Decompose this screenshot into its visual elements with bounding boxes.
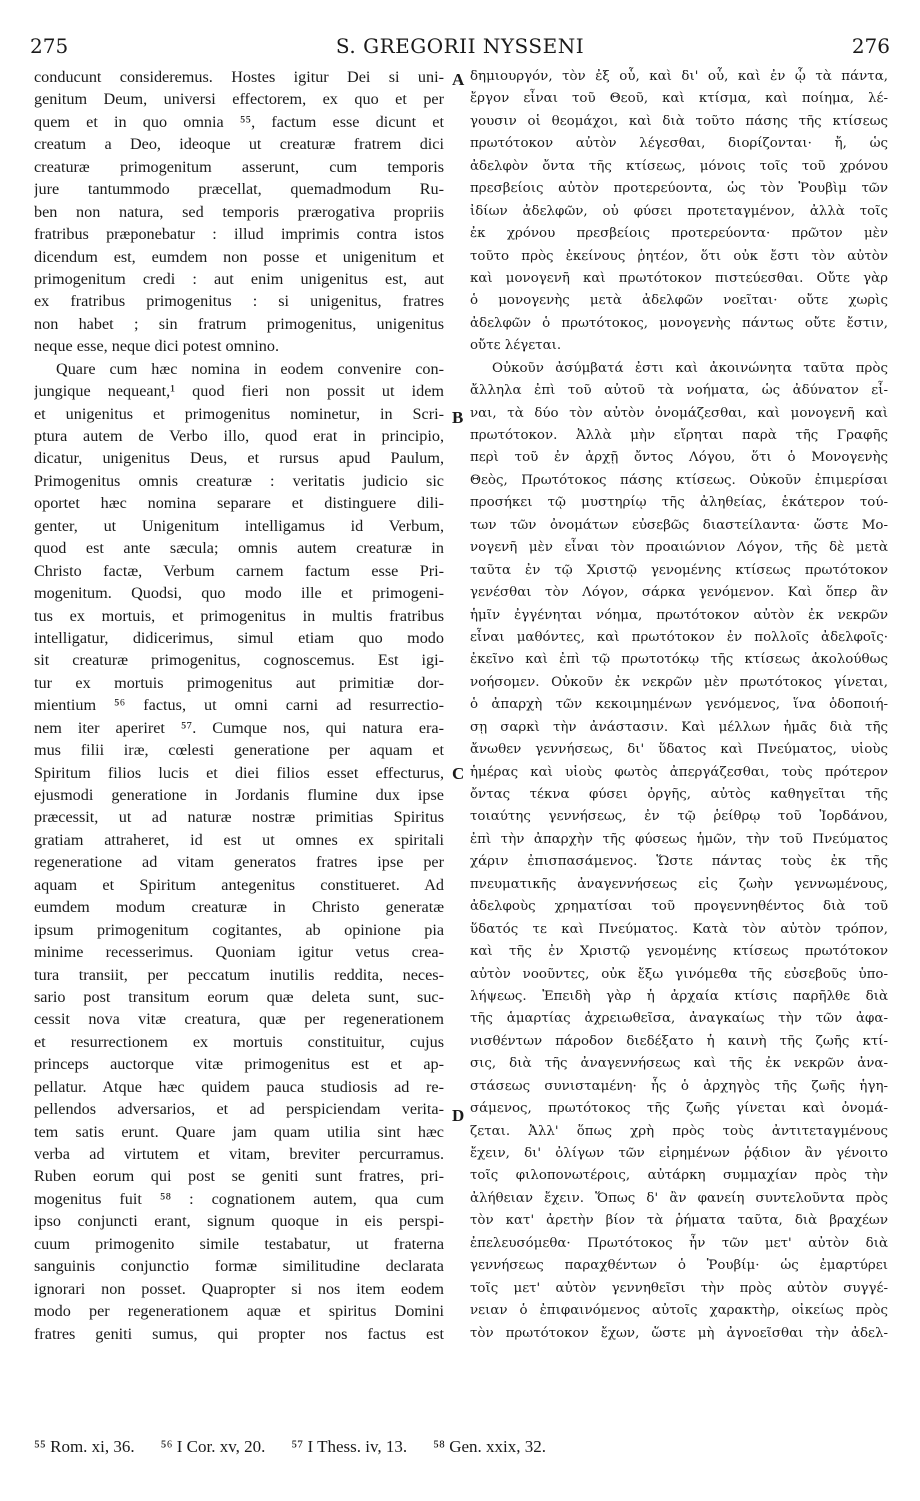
section-marker-a: A [452, 70, 465, 89]
text-line: τοῦτο πρὸς ἐκείνους ῥητέον, ὅτι οὐκ ἔστι τὸν αὐτὸν [470, 248, 888, 264]
text-line: ὄντας τέκνα φύσει ὀργῆς, αὐτὸς καθηγεῖται τῆς [470, 787, 888, 802]
text-line: conducunt consideremus. Hostes igitur Dei si uni- [34, 68, 444, 86]
text-line: tur ex mortuis primogenitus aut primitiæ dor- [34, 673, 444, 692]
text-line: et resurrectionem ex mortuis constituitur, cujus [34, 1032, 444, 1051]
text-line: cuum primogenito simile testabatur, ut fraterna [34, 1234, 444, 1253]
text-line: primogenitum credi : aut enim unigenitus est, aut [34, 269, 444, 288]
text-line: ταῦτα ἐν τῷ Χριστῷ γενομένης κτίσεως πρωτότοκον [470, 562, 888, 578]
text-line: γουσιν οἱ θεομάχοι, καὶ διὰ τοῦτο πάσης τῆς κτίσεως [470, 113, 888, 129]
text-line: dicatur, unigenitus Deus, et rursus apud Paulum, [34, 449, 444, 468]
text-line: εἶναι μαθόντες, καὶ πρωτότοκον ἐν πολλοῖς ἀδελφοῖς· [470, 629, 888, 645]
text-line: πρεσβείοις αὐτὸν προτερεύοντα, ὡς τὸν Ῥουβὶμ τῶν [470, 181, 888, 197]
text-line: Spiritum filios lucis et diei filios esset effecturus, [34, 763, 444, 782]
text-line: νογενῆ μὲν εἶναι τὸν προαιώνιον Λόγον, τῆς δὲ μετὰ [470, 540, 888, 556]
text-line: neque esse, neque dici potest omnino. [34, 337, 280, 356]
text-line: περὶ τοῦ ἐν ἀρχῇ ὄντος Λόγου, ὅτι ὁ Μονογενὴς [470, 450, 888, 466]
text-line: ὁ μονογενὴς μετὰ ἀδελφῶν νοεῖται· οὔτε χωρὶς [470, 293, 888, 309]
text-line: σις, διὰ τῆς ἀναγεννήσεως καὶ τῆς ἐκ νεκρῶν ἀνα- [470, 1056, 888, 1072]
text-line: non habet ; sin fratrum primogenitus, unigenitus [34, 314, 444, 333]
text-line: νειαν ὁ ἐπιφαινόμενος αὐτοῖς χαρακτὴρ, οἰκείως πρὸς [470, 1303, 888, 1319]
text-line: νοήσομεν. Οὐκοῦν ἐκ νεκρῶν μὲν πρωτότοκος γίνεται, [470, 674, 888, 690]
text-line: Ruben eorum qui post se geniti sunt fratres, pri- [34, 1167, 444, 1186]
section-marker-d: D [452, 1106, 465, 1125]
text-line: creatum a Deo, ideoque ut creaturæ fratrem dici [34, 135, 444, 154]
text-line: fratribus præponebatur : illud imprimis contra istos [34, 225, 444, 244]
running-header [30, 34, 890, 58]
text-line: modo per regenerationem aquæ et spiritus Domini [34, 1302, 444, 1321]
text-line: ἀδελφὸν ὄντα τῆς κτίσεως, μόνοις τοῖς τοῦ χρόνου [470, 158, 888, 174]
text-line: των τῶν ὀνομάτων εὐσεβῶς διαστείλαντα· ὥστε Μο- [470, 517, 888, 533]
text-line: πρωτότοκον αὐτὸν λέγεσθαι, διορίζονται· ἤ, ὡς [470, 136, 888, 152]
text-line: et unigenitus et primogenitus nominetur, in Scri- [34, 404, 444, 423]
text-line: τοῖς μετ' αὐτὸν γεννηθεῖσι τὴν πρὸς αὐτὸν συγγέ- [470, 1280, 888, 1296]
text-line: γενέσθαι τὸν Λόγον, σάρκα γενόμενον. Καὶ ὅπερ ἂν [470, 585, 888, 601]
text-line: verba ad virtutem et vitam, breviter percurramus. [34, 1145, 444, 1163]
text-line: ἰδίων ἀδελφῶν, οὐ φύσει προτεταγμένον, ἀλλὰ τοῖς [470, 203, 888, 219]
text-line: oportet hæc nomina separare et distinguere dili- [34, 494, 444, 513]
text-line: ejusmodi generatione in Jordanis flumine dux ipse [34, 786, 444, 804]
text-line: προσήκει τῷ μυστηρίῳ τῆς ἀληθείας, ἑκάτερον τού- [470, 495, 888, 511]
text-line: ἐπελευσόμεθα· Πρωτότοκος ἦν τῶν μετ' αὐτὸν διὰ [470, 1235, 888, 1251]
text-line: mogenitus fuit ⁵⁸ : cognationem autem, qua cum [34, 1189, 444, 1208]
text-line: mogenitum. Quodsi, quo modo ille et primogeni- [34, 584, 444, 603]
text-line: ipso conjuncti erant, signum quoque in eis perspi- [34, 1212, 444, 1231]
text-line: δημιουργόν, τὸν ἐξ οὗ, καὶ δι' οὗ, καὶ ἐν ᾧ τὰ πάντα, [470, 69, 888, 84]
text-line: καὶ μονογενῆ καὶ πρωτότοκον πιστεύεσθαι. Οὔτε γὰρ [470, 270, 888, 286]
text-line: γεννήσεως παραχθέντων ὁ Ῥουβίμ· ὡς ἐμαρτύρει [470, 1258, 888, 1274]
greek-column [470, 66, 888, 1345]
text-line: sanguinis conjunctio formæ similitudine declarata [34, 1257, 444, 1276]
footnote: ⁵⁵ Rom. xi, 36. [34, 1437, 135, 1456]
text-line: ἡμέρας καὶ υἱοὺς φωτὸς ἀπεργάζεσθαι, τοὺς πρότερον [470, 764, 888, 780]
footnote: ⁵⁸ Gen. xxix, 32. [433, 1437, 547, 1456]
text-line: ignorari non posset. Quapropter si nos item eodem [34, 1279, 444, 1298]
text-line: αὐτὸν νοοῦντες, οὐκ ἔξω γινόμεθα τῆς εὐσεβοῦς ὑπο- [470, 966, 888, 982]
text-line: ἐπὶ τὴν ἀπαρχὴν τῆς φύσεως ἡμῶν, τὴν τοῦ Πνεύματος [470, 831, 888, 847]
text-line: καὶ τῆς ἐν Χριστῷ γενομένης κτίσεως πρωτότοκον [470, 944, 888, 960]
text-line: tura transiit, per peccatum inutilis reddita, neces- [34, 965, 444, 984]
text-line: princeps auctorque vitæ primogenitus est et ap- [34, 1055, 444, 1074]
text-line: mientium ⁵⁶ factus, ut omni carni ad resurrectio- [34, 696, 444, 715]
text-line: Θεὸς, Πρωτότοκος πάσης κτίσεως. Οὐκοῦν ἐπιμερίσαι [470, 472, 888, 488]
footnote: ⁵⁶ I Cor. xv, 20. [160, 1437, 266, 1456]
text-line: minime recesserimus. Quoniam igitur vetus crea- [34, 943, 444, 962]
text-line: τοιαύτης γεννήσεως, ἐν τῷ ῥείθρῳ τοῦ Ἰορδάνου, [470, 809, 888, 825]
footnote: ⁵⁷ I Thess. iv, 13. [291, 1437, 408, 1456]
text-line: ptura autem de Verbo illo, quod erat in principio, [34, 427, 444, 445]
text-line: τοῖς φιλοπονωτέροις, αὐτάρκη συμμαχίαν πρὸς τὴν [470, 1168, 888, 1184]
text-line: Οὐκοῦν ἀσύμβατά ἐστι καὶ ἀκοινώνητα ταῦτα πρὸς [492, 360, 888, 376]
text-line: στάσεως συνισταμένη· ἧς ὁ ἀρχηγὸς τῆς ζωῆς ἡγη- [470, 1078, 888, 1094]
page-number-left: 275 [30, 34, 69, 58]
text-line: jure tantummodo præcellat, quemadmodum Ru- [34, 180, 444, 199]
text-line: ἡμῖν ἐγγένηται νόημα, πρωτότοκον αὐτὸν ἐκ νεκρῶν [470, 607, 888, 623]
text-line: πνευματικῆς ἀναγεννήσεως εἰς ζωὴν γεννωμένους, [470, 876, 888, 892]
footnotes [34, 1437, 894, 1457]
text-line: τὸν πρωτότοκον ἔχων, ὥστε μὴ ἀγνοεῖσθαι τὴν ἀδελ- [470, 1325, 888, 1341]
text-line: χάριν ἐπισπασάμενος. Ὥστε πάντας τοὺς ἐκ τῆς [470, 854, 888, 870]
text-line: gratiam attraheret, id est ut omnes ex spiritali [34, 830, 444, 849]
text-line: ζεται. Ἀλλ' ὅπως χρὴ πρὸς τοὺς ἀντιτεταγμένους [470, 1123, 888, 1139]
text-line: pellendos adversarios, et ad perspiciendam verita- [34, 1100, 444, 1119]
text-line: aquam et Spiritum antegenitus constitueret. Ad [34, 875, 444, 894]
page-number-right: 276 [851, 34, 890, 58]
text-line: ὁ ἀπαρχὴ τῶν κεκοιμημένων γενόμενος, ἵνα ὁδοποιή- [470, 697, 888, 713]
text-line: ὕδατός τε καὶ Πνεύματος. Κατὰ τὸν αὐτὸν τρόπον, [470, 921, 888, 937]
text-line: præcessit, ut ad naturæ nostræ primitias Spiritus [34, 808, 444, 827]
text-line: ben non natura, sed temporis prærogativa propriis [34, 202, 444, 221]
text-line: λήψεως. Ἐπειδὴ γὰρ ἡ ἀρχαία κτίσις παρῆλθε διὰ [470, 988, 888, 1004]
text-line: quem et in quo omnia ⁵⁵, factum esse dicunt et [34, 112, 444, 131]
text-line: eumdem modum creaturæ in Christo generatæ [34, 898, 444, 917]
text-line: Quare cum hæc nomina in eodem convenire con- [56, 359, 444, 378]
text-line: ἀδελφοὺς χρηματίσαι τοῦ προγεννηθέντος διὰ τοῦ [470, 899, 888, 915]
text-line: Christo factæ, Verbum carnem factum esse Pri- [34, 561, 444, 580]
text-line: οὔτε λέγεται. [470, 338, 562, 354]
text-line: nem iter aperiret ⁵⁷. Cumque nos, qui natura era- [34, 718, 444, 737]
text-line: fratres geniti sumus, qui propter nos factus est [34, 1324, 444, 1343]
text-line: σῃ σαρκὶ τὴν ἀνάστασιν. Καὶ μέλλων ἡμᾶς διὰ τῆς [470, 719, 888, 735]
text-line: ἐκ χρόνου πρεσβείοις προτερεύοντα· πρῶτον μὲν [470, 226, 888, 242]
text-line: ἔργον εἶναι τοῦ Θεοῦ, καὶ κτίσμα, καὶ ποίημα, λέ- [470, 91, 888, 107]
text-line: ἀδελφῶν ὁ πρωτότοκος, μονογενὴς πάντως οὔτε ἔστιν, [470, 315, 888, 331]
text-line: tem satis erunt. Quare jam quam utilia sint hæc [34, 1122, 444, 1141]
text-line: ἔχειν, δι' ὀλίγων τῶν εἰρημένων ῥᾴδιον ἂν γένοιτο [470, 1146, 888, 1161]
section-marker-c: C [452, 764, 465, 783]
text-line: ἐκεῖνο καὶ ἐπὶ τῷ πρωτοτόκῳ τῆς κτίσεως ἀκολούθως [470, 652, 888, 668]
text-line: pellatur. Atque hæc quidem pauca studiosis ad re- [34, 1077, 444, 1096]
text-line: mus filii iræ, cœlesti generatione per aquam et [34, 741, 444, 760]
text-line: jungique nequeant,¹ quod fieri non possit ut idem [34, 382, 444, 401]
section-marker-b: B [452, 408, 464, 427]
text-line: Primogenitus omnis creaturæ : veritatis judicio sic [34, 471, 444, 490]
text-line: νισθέντων πάροδον διεδέξατο ἡ καινὴ τῆς ζωῆς κτί- [470, 1033, 888, 1049]
text-line: ἄνωθεν γεννήσεως, δι' ὕδατος καὶ Πνεύματος, υἱοὺς [470, 742, 888, 758]
text-line: ipsum primogenitum cogitantes, ab opinione pia [34, 920, 444, 939]
text-line: tus ex mortuis, et primogenitus in multis fratribus [34, 606, 444, 625]
text-line: τῆς ἁμαρτίας ἀχρειωθεῖσα, ἀναγκαίως τὴν τῶν ἀφα- [470, 1011, 888, 1027]
text-line: regeneratione ad vitam generatos fratres ipse per [34, 853, 444, 872]
text-line: ἄλληλα ἐπὶ τοῦ αὐτοῦ τὰ νοήματα, ὡς ἀδύνατον εἶ- [470, 383, 888, 399]
text-line: πρωτότοκον. Ἀλλὰ μὴν εἴρηται παρὰ τῆς Γραφῆς [470, 428, 888, 443]
text-line: intelligatur, didicerimus, simul etiam quo modo [34, 628, 444, 647]
text-line: creaturæ primogenitum asserunt, cum temporis [34, 157, 444, 176]
text-line: quod est ante sæcula; omnis autem creaturæ in [34, 539, 444, 558]
text-line: ex fratribus primogenitus : si unigenitus, fratres [34, 292, 444, 311]
text-line: genter, ut Unigenitum intelligamus id Verbum, [34, 516, 444, 535]
text-line: genitum Deum, universi effectorem, ex quo et per [34, 90, 444, 109]
text-line: ναι, τὰ δύο τὸν αὐτὸν ὀνομάζεσθαι, καὶ μονογενῆ καὶ [470, 405, 888, 421]
latin-column [34, 66, 444, 1345]
text-line: sario post transitum eorum quæ deleta sunt, suc- [34, 987, 444, 1006]
text-line: ἀλήθειαν ἔχειν. Ὅπως δ' ἂν φανείη συντελοῦντα πρὸς [470, 1190, 888, 1206]
text-line: σάμενος, πρωτότοκος τῆς ζωῆς γίνεται καὶ ὀνομά- [470, 1101, 888, 1117]
running-title: S. GREGORII NYSSENI [335, 34, 585, 58]
text-line: dicendum est, eumdem non posse et unigenitum et [34, 247, 444, 266]
text-line: sit creaturæ primogenitus, cognoscemus. Est igi- [34, 651, 444, 670]
text-line: τὸν κατ' ἀρετὴν βίον τὰ ῥήματα ταῦτα, διὰ βραχέων [470, 1213, 888, 1229]
text-line: cessit nova vitæ creatura, quæ per regenerationem [34, 1010, 444, 1029]
